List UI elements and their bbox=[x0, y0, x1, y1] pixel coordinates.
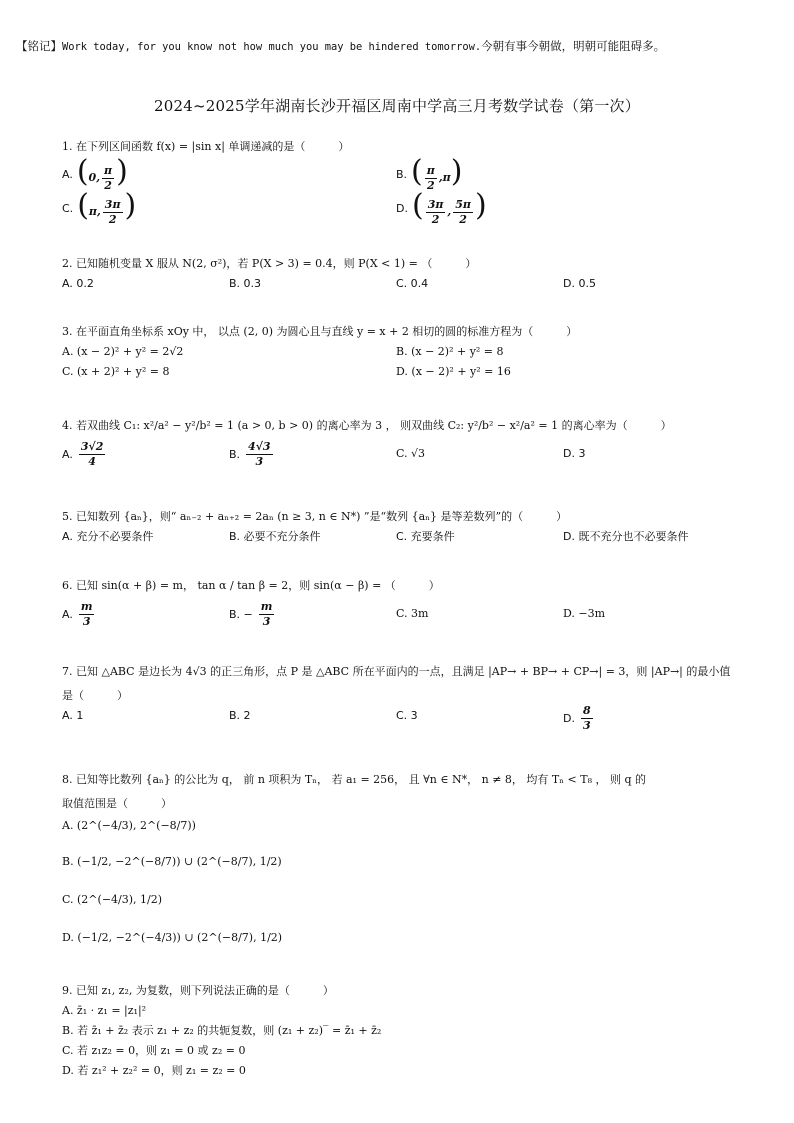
question-3-option-c[interactable]: C. (x + 2)² + y² = 8 bbox=[62, 365, 170, 378]
question-7-option-c[interactable]: C. 3 bbox=[396, 709, 418, 722]
question-3 bbox=[62, 324, 742, 380]
question-2-option-a[interactable]: A. 0.2 bbox=[62, 277, 94, 290]
question-6-stem: 6. 已知 sin(α + β) = m， tan α / tan β = 2，则 sin(α − β) = （ ） bbox=[62, 579, 440, 592]
question-2-option-b[interactable]: B. 0.3 bbox=[229, 277, 262, 290]
question-9-option-b[interactable]: B. 若 z̄₁ + z̄₂ 表示 z₁ + z₂ 的共轭复数，则 (z₁ + z₂)‾ = z̄₁ + z̄₂ bbox=[62, 1024, 382, 1037]
question-3-option-b[interactable]: B. (x − 2)² + y² = 8 bbox=[396, 345, 504, 358]
question-7-stem: 7. 已知 △ABC 是边长为 4√3 的正三角形，点 P 是 △ABC 所在平面内的一点，且满足 |AP→ + BP→ + CP→| = 3，则 |AP→| 的最小值 bbox=[62, 665, 731, 678]
question-4-option-c[interactable]: C. √3 bbox=[396, 447, 426, 460]
question-8-stem-continued: 取值范围是（ ） bbox=[62, 797, 172, 810]
question-2-option-c[interactable]: C. 0.4 bbox=[396, 277, 429, 290]
question-4 bbox=[62, 418, 742, 476]
question-1 bbox=[62, 139, 742, 225]
page-title: 2024~2025学年湖南长沙开福区周南中学高三月考数学试卷（第一次） bbox=[154, 97, 640, 115]
question-6-option-d[interactable]: D. −3m bbox=[563, 607, 606, 620]
question-9 bbox=[62, 983, 742, 1079]
question-6-option-c[interactable]: C. 3m bbox=[396, 607, 429, 620]
question-8-stem: 8. 已知等比数列 {aₙ} 的公比为 q， 前 n 项积为 Tₙ， 若 a₁ = 256， 且 ∀n ∈ N*， n ≠ 8， 均有 Tₙ < T₈ ， 则 q 的 bbox=[62, 773, 647, 786]
motto-line bbox=[16, 38, 778, 54]
question-8-option-b[interactable]: B. (−1/2, −2^(−8/7)) ∪ (2^(−8/7), 1/2) bbox=[62, 855, 282, 868]
question-7-option-d[interactable]: D. $\frac{8}{3}$ bbox=[563, 704, 591, 732]
question-6-option-a[interactable]: A. $\frac{m}{3}$ bbox=[62, 600, 93, 628]
question-1-option-d[interactable]: D. ( $\frac{3\pi}{2}$ , $\frac{5\pi}{2}$ ) bbox=[396, 188, 487, 226]
question-7-option-b[interactable]: B. 2 bbox=[229, 709, 251, 722]
question-5 bbox=[62, 509, 742, 545]
question-1-option-c[interactable]: C. (π, $\frac{3\pi}{2}$ ) bbox=[62, 188, 137, 226]
question-3-option-a[interactable]: A. (x − 2)² + y² = 2√2 bbox=[62, 345, 184, 358]
question-5-stem: 5. 已知数列 {aₙ}，则“ aₙ₋₂ + aₙ₊₂ = 2aₙ (n ≥ 3, n ∈ N*) ”是“数列 {aₙ} 是等差数列”的（ ） bbox=[62, 510, 568, 523]
option-c-interval: (π, $\frac{3\pi}{2}$ ) bbox=[77, 188, 137, 226]
question-8-option-c[interactable]: C. (2^(−4/3), 1/2) bbox=[62, 893, 163, 906]
question-1-option-b[interactable]: B. ( $\frac{\pi}{2}$ ,π) bbox=[396, 154, 463, 192]
question-3-stem: 3. 在平面直角坐标系 xOy 中， 以点 (2, 0) 为圆心且与直线 y = x + 2 相切的圆的标准方程为（ ） bbox=[62, 325, 578, 338]
question-9-stem: 9. 已知 z₁, z₂, 为复数，则下列说法正确的是（ ） bbox=[62, 984, 334, 997]
motto-english: Work today, for you know not how much you may be hindered tomorrow. bbox=[62, 41, 482, 53]
question-5-option-d[interactable]: D. 既不充分也不必要条件 bbox=[563, 530, 689, 543]
option-b-interval: ( $\frac{\pi}{2}$ ,π) bbox=[411, 154, 463, 192]
question-5-option-a[interactable]: A. 充分不必要条件 bbox=[62, 530, 154, 543]
option-a-interval: (0, $\frac{\pi}{2}$ ) bbox=[76, 154, 128, 192]
question-8-option-a[interactable]: A. (2^(−4/3), 2^(−8/7)) bbox=[62, 819, 196, 832]
question-4-stem: 4. 若双曲线 C₁: x²/a² − y²/b² = 1 (a > 0, b > 0) 的离心率为 3 ， 则双曲线 C₂: y²/b² − x²/a² = 1 的离心率为（ ） bbox=[62, 419, 672, 432]
question-9-option-d[interactable]: D. 若 z₁² + z₂² = 0，则 z₁ = z₂ = 0 bbox=[62, 1064, 246, 1077]
question-2-option-d[interactable]: D. 0.5 bbox=[563, 277, 596, 290]
motto-chinese: 今朝有事今朝做，明朝可能阻碍多。 bbox=[481, 39, 666, 53]
question-9-option-a[interactable]: A. z̄₁ · z₁ = |z₁|² bbox=[62, 1004, 147, 1017]
question-4-option-d[interactable]: D. 3 bbox=[563, 447, 586, 460]
question-7 bbox=[62, 664, 742, 744]
question-8 bbox=[62, 772, 742, 972]
question-4-option-b[interactable]: B. $\frac{4√3}{3}$ bbox=[229, 440, 271, 468]
question-5-option-b[interactable]: B. 必要不充分条件 bbox=[229, 530, 321, 543]
question-6 bbox=[62, 578, 742, 634]
motto-prefix: 【铭记】 bbox=[16, 39, 62, 53]
question-6-option-b[interactable]: B. − $\frac{m}{3}$ bbox=[229, 600, 273, 628]
question-3-option-d[interactable]: D. (x − 2)² + y² = 16 bbox=[396, 365, 511, 378]
question-2-stem: 2. 已知随机变量 X 服从 N(2, σ²)，若 P(X > 3) = 0.4，则 P(X < 1) = （ ） bbox=[62, 257, 477, 270]
option-d-interval: ( $\frac{3\pi}{2}$ , $\frac{5\pi}{2}$ ) bbox=[411, 188, 487, 226]
question-9-option-c[interactable]: C. 若 z₁z₂ = 0，则 z₁ = 0 或 z₂ = 0 bbox=[62, 1044, 246, 1057]
question-2 bbox=[62, 256, 742, 292]
question-4-option-a[interactable]: A. $\frac{3√2}{4}$ bbox=[62, 440, 104, 468]
question-8-option-d[interactable]: D. (−1/2, −2^(−4/3)) ∪ (2^(−8/7), 1/2) bbox=[62, 931, 283, 944]
question-1-option-a[interactable]: A. (0, $\frac{\pi}{2}$ ) bbox=[62, 154, 128, 192]
question-1-stem: 1. 在下列区间函数 f(x) = |sin x| 单调递减的是（ ） bbox=[62, 140, 350, 153]
question-7-option-a[interactable]: A. 1 bbox=[62, 709, 84, 722]
question-5-option-c[interactable]: C. 充要条件 bbox=[396, 530, 455, 543]
question-7-stem-continued: 是（ ） bbox=[62, 689, 128, 702]
